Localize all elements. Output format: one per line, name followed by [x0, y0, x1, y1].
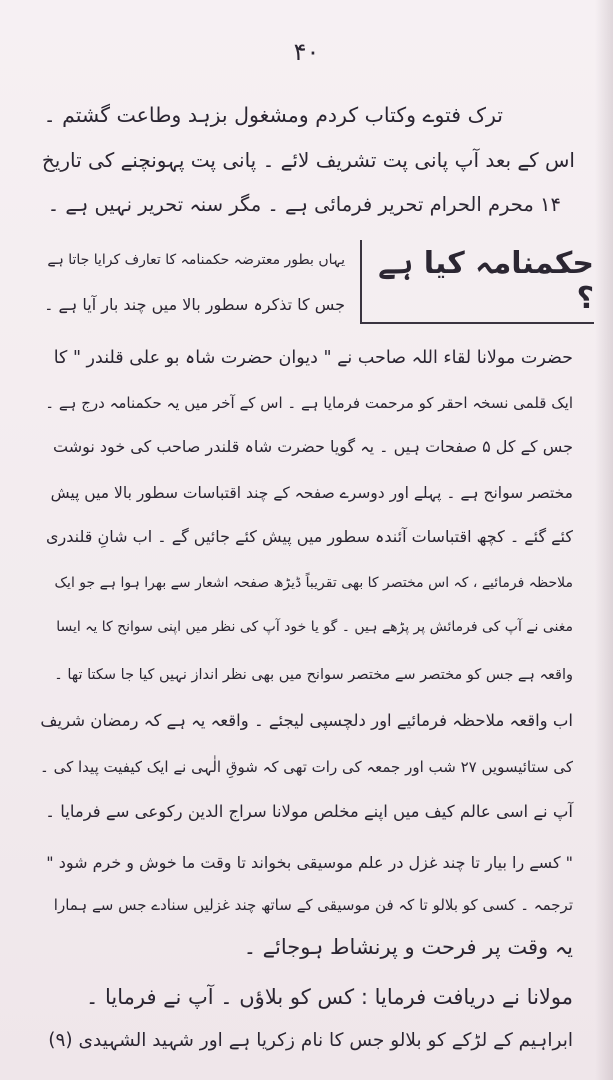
text-line-6: حضرت مولانا لقاء اللہ صاحب نے " دیوان حضرت شاہ بو علی قلندر " کا [53, 348, 573, 368]
text-line-11: ملاحظہ فرمائیے ، کہ اس مختصر کا بھی تقریباً ڈیڑھ صفحہ اشعار سے بھرا ہوا ہے جو ایک [54, 575, 573, 591]
section-heading: حکمنامہ کیا ہے ؟ [378, 246, 594, 316]
text-line-16: آپ نے اسی عالم کیف میں اپنے مخلص مولانا سراج الدین رکوعی سے فرمایا ۔ [45, 802, 573, 821]
text-line-15: کی ستائیسویں ۲۷ شب اور جمعہ کی رات تھی کہ شوقِ الٰہی نے ایک کیفیت پیدا کی ۔ [40, 758, 573, 776]
text-line-8: جس کے کل ۵ صفحات ہیں ۔ یہ گویا حضرت شاہ قلندر صاحب کی خود نوشت [53, 437, 573, 456]
text-line-2: اس کے بعد آپ پانی پت تشریف لائے ۔ پانی پت پہونچنے کی تاریخ [41, 148, 575, 172]
text-line-17: مولانا نے دریافت فرمایا : کس کو بلاؤں ۔ آپ نے فرمایا ۔ [86, 985, 573, 1009]
page-edge-shadow [595, 0, 613, 1080]
translation-line-1: ترجمہ ۔ کسی کو بلالو تا کہ فن موسیقی کے ساتھ چند غزلیں سنادے جس سے ہمارا [53, 896, 573, 914]
persian-quote: " کسے را بیار تا چند غزل در علم موسیقی بخواند تا وقت ما خوش و خرم شود " [46, 853, 573, 872]
text-line-9: مختصر سوانح ہے ۔ پہلے اور دوسرے صفحہ کے چند اقتباسات سطور بالا میں پیش [50, 484, 573, 502]
section-heading-box [360, 240, 594, 324]
text-line-5: جس کا تذکرہ سطور بالا میں چند بار آیا ہے ۔ [44, 295, 345, 314]
text-line-4: یہاں بطور معترضہ حکمنامہ کا تعارف کرایا جاتا ہے [47, 252, 345, 268]
page-number: ۴۰ [293, 38, 320, 66]
text-line-3: ۱۴ محرم الحرام تحریر فرمائی ہے ۔ مگر سنہ تحریر نہیں ہے ۔ [47, 193, 561, 216]
text-line-18: ابراہیم کے لڑکے کو بلالو جس کا نام زکریا ہے اور شہید الشہیدی (۹) [48, 1030, 573, 1051]
text-line-12: مغنی نے آپ کی فرمائش پر پڑھے ہیں ۔ گو یا خود آپ کی نظر میں اپنی سوانح کا یہ ایسا [56, 619, 573, 635]
text-line-10: کئے گئے ۔ کچھ اقتباسات آئندہ سطور میں پیش کئے جائیں گے ۔ اب شانِ قلندری [46, 527, 573, 546]
text-line-13: واقعہ ہے جس کو مختصر سے مختصر سوانح میں بھی نظر انداز نہیں کیا جا سکتا تھا ۔ [54, 667, 573, 683]
text-line-14: اب واقعہ ملاحظہ فرمائیے اور دلچسپی لیجئے ۔ واقعہ یہ ہے کہ رمضان شریف [40, 711, 573, 730]
text-line-7: ایک قلمی نسخہ احقر کو مرحمت فرمایا ہے ۔ اس کے آخر میں یہ حکمنامہ درج ہے ۔ [45, 394, 573, 412]
translation-line-2: یہ وقت پر فرحت و پرنشاط ہوجائے ۔ [243, 935, 573, 959]
text-line-1: ترک فتوے وکتاب کردم ومشغول بزہد وطاعت گشتم ۔ [43, 103, 503, 127]
